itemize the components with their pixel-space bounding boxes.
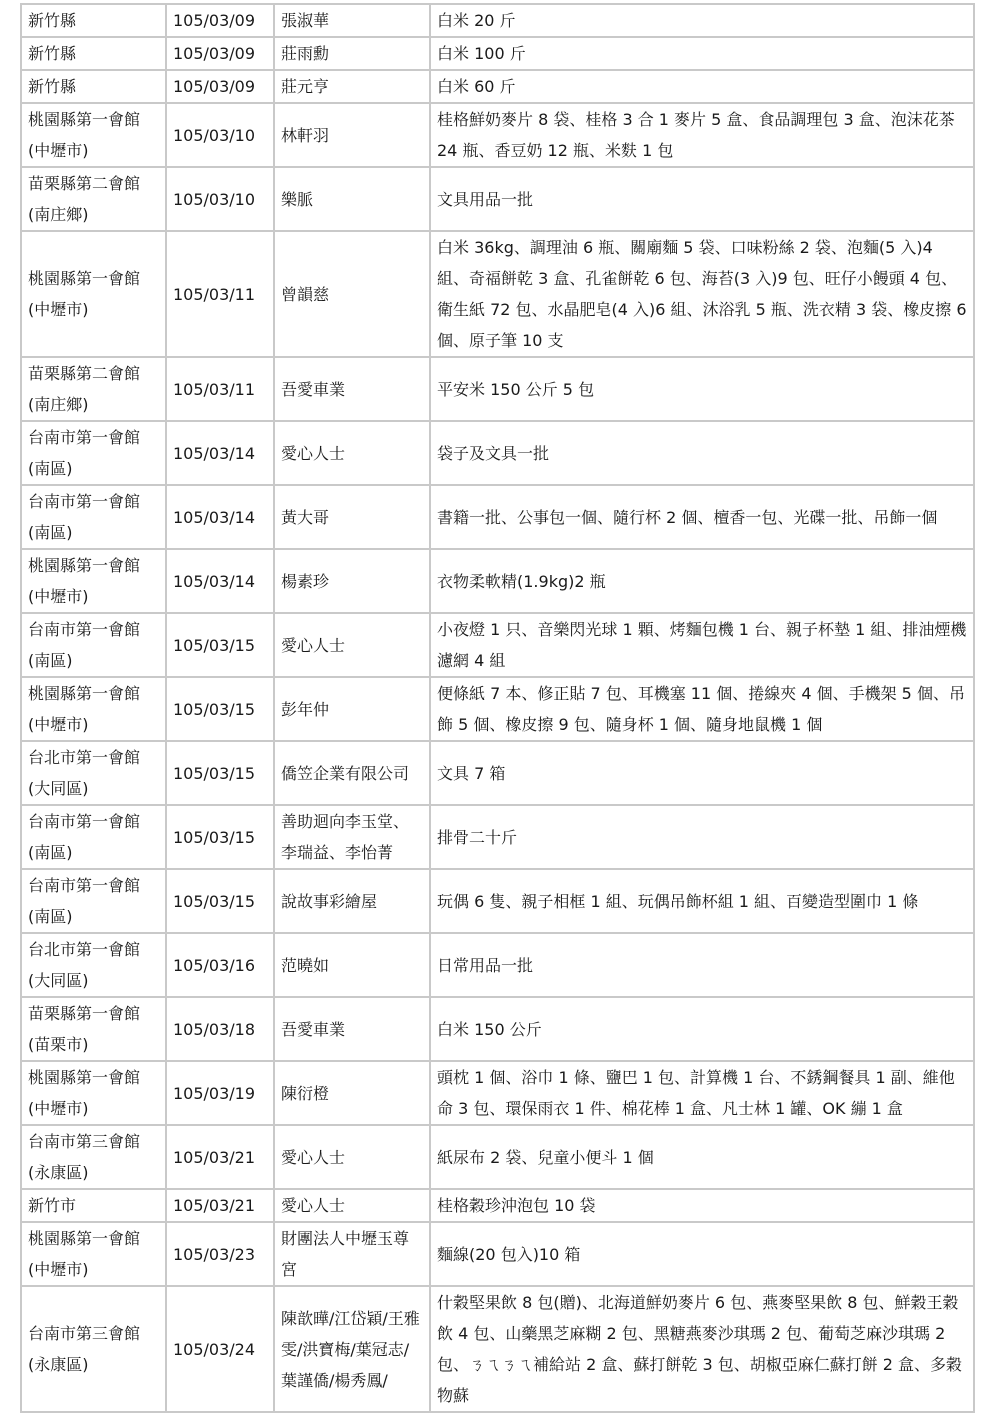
location-line: (中壢市) xyxy=(28,141,89,160)
table-row xyxy=(21,1189,974,1222)
donor-cell: 陳歆曄/江岱穎/王雅雯/洪寶梅/葉冠志/葉謹僑/楊秀鳳/ xyxy=(274,1286,430,1412)
location-line: (永康區) xyxy=(28,1355,89,1374)
donor-cell: 樂脈 xyxy=(274,167,430,231)
location-line: 台北市第一會館 xyxy=(28,748,141,767)
location-line: (中壢市) xyxy=(28,300,89,319)
location-line: 桃園縣第一會館 xyxy=(28,1068,141,1087)
table-row xyxy=(21,1061,974,1125)
table-row xyxy=(21,70,974,103)
table-row xyxy=(21,805,974,869)
location-line: (大同區) xyxy=(28,971,89,990)
date-cell: 105/03/14 xyxy=(166,549,274,613)
location-line: 台南市第一會館 xyxy=(28,812,141,831)
date-cell: 105/03/21 xyxy=(166,1125,274,1189)
table-row xyxy=(21,869,974,933)
items-text: 書籍一批、公事包一個、隨行杯 2 個、檀香一包、光碟一批、吊飾一個 xyxy=(437,507,938,527)
items-text: 袋子及文具一批 xyxy=(437,443,550,463)
location-cell xyxy=(21,357,166,421)
date-cell: 105/03/23 xyxy=(166,1222,274,1286)
location-line: 台南市第一會館 xyxy=(28,620,141,639)
items-cell xyxy=(430,167,974,231)
donor-cell: 善助迴向李玉堂、李瑞益、李怡菁 xyxy=(274,805,430,869)
donor-cell: 吾愛車業 xyxy=(274,997,430,1061)
items-text: 白米 36kg、調理油 6 瓶、關廟麵 5 袋、口味粉絲 2 袋、泡麵(5 入)4 組、奇福餅乾 3 盒、孔雀餅乾 6 包、海苔(3 入)9 包、旺仔小饅頭 4 包、衛生紙 72 包、水晶肥皂(4 入)6 組、沐浴乳 5 瓶、洗衣精 3 袋、橡皮擦 6 個、原子筆 10 支 xyxy=(437,238,967,350)
items-text: 頭枕 1 個、浴巾 1 條、鹽巴 1 包、計算機 1 台、不銹鋼餐具 1 副、維他命 3 包、環保雨衣 1 件、棉花棒 1 盒、凡士林 1 罐、OK 繃 1 盒 xyxy=(437,1068,955,1118)
donor-cell: 愛心人士 xyxy=(274,421,430,485)
items-cell xyxy=(430,485,974,549)
location-line: 台南市第一會館 xyxy=(28,876,141,895)
items-text: 白米 60 斤 xyxy=(437,77,516,96)
location-cell xyxy=(21,869,166,933)
items-cell xyxy=(430,1286,974,1412)
items-text: 文具用品一批 xyxy=(437,189,534,209)
table-row xyxy=(21,4,974,37)
location-line: (苗栗市) xyxy=(28,1035,89,1054)
donor-cell: 吾愛車業 xyxy=(274,357,430,421)
location-cell xyxy=(21,1286,166,1412)
location-cell xyxy=(21,70,166,103)
table-row xyxy=(21,167,974,231)
date-cell: 105/03/09 xyxy=(166,70,274,103)
donor-cell: 林軒羽 xyxy=(274,103,430,167)
items-cell xyxy=(430,1189,974,1222)
items-cell xyxy=(430,549,974,613)
donor-cell: 曾韻慈 xyxy=(274,231,430,357)
donor-cell: 范曉如 xyxy=(274,933,430,997)
location-line: (南區) xyxy=(28,651,73,670)
location-cell xyxy=(21,677,166,741)
location-cell xyxy=(21,741,166,805)
items-cell xyxy=(430,613,974,677)
items-cell xyxy=(430,357,974,421)
date-cell: 105/03/16 xyxy=(166,933,274,997)
items-text: 平安米 150 公斤 5 包 xyxy=(437,379,595,399)
donor-cell: 說故事彩繪屋 xyxy=(274,869,430,933)
items-cell xyxy=(430,231,974,357)
date-cell: 105/03/19 xyxy=(166,1061,274,1125)
date-cell: 105/03/21 xyxy=(166,1189,274,1222)
items-cell xyxy=(430,1222,974,1286)
location-line: 新竹縣 xyxy=(28,44,77,63)
location-cell xyxy=(21,1189,166,1222)
location-line: (南區) xyxy=(28,523,73,542)
items-text: 紙尿布 2 袋、兒童小便斗 1 個 xyxy=(437,1147,654,1167)
date-cell: 105/03/15 xyxy=(166,805,274,869)
items-text: 小夜燈 1 只、音樂閃光球 1 顆、烤麵包機 1 台、親子杯墊 1 組、排油煙機濾網 4 組 xyxy=(437,620,967,670)
table-row xyxy=(21,1125,974,1189)
date-cell: 105/03/10 xyxy=(166,103,274,167)
location-line: 台南市第一會館 xyxy=(28,492,141,511)
table-row xyxy=(21,37,974,70)
items-cell xyxy=(430,933,974,997)
table-row xyxy=(21,549,974,613)
donor-cell: 莊元亨 xyxy=(274,70,430,103)
donor-cell: 愛心人士 xyxy=(274,1125,430,1189)
location-line: 桃園縣第一會館 xyxy=(28,269,141,288)
items-cell xyxy=(430,997,974,1061)
items-text: 便條紙 7 本、修正貼 7 包、耳機塞 11 個、捲線夾 4 個、手機架 5 個、吊飾 5 個、橡皮擦 9 包、隨身杯 1 個、隨身地鼠機 1 個 xyxy=(437,684,965,734)
location-line: 台南市第三會館 xyxy=(28,1132,141,1151)
location-line: (中壢市) xyxy=(28,587,89,606)
donor-cell: 莊雨勳 xyxy=(274,37,430,70)
donor-cell: 愛心人士 xyxy=(274,613,430,677)
items-text: 桂格穀珍沖泡包 10 袋 xyxy=(437,1196,596,1215)
date-cell: 105/03/14 xyxy=(166,485,274,549)
items-cell xyxy=(430,70,974,103)
location-cell xyxy=(21,1222,166,1286)
items-cell xyxy=(430,741,974,805)
items-text: 桂格鮮奶麥片 8 袋、桂格 3 合 1 麥片 5 盒、食品調理包 3 盒、泡沫花茶 24 瓶、香豆奶 12 瓶、米麩 1 包 xyxy=(437,110,955,160)
donation-table xyxy=(20,3,975,1413)
items-text: 玩偶 6 隻、親子相框 1 組、玩偶吊飾杯組 1 組、百變造型圍巾 1 條 xyxy=(437,891,919,911)
location-line: 桃園縣第一會館 xyxy=(28,684,141,703)
date-cell: 105/03/11 xyxy=(166,357,274,421)
donor-cell: 彭年仲 xyxy=(274,677,430,741)
location-line: 新竹縣 xyxy=(28,11,77,30)
location-cell xyxy=(21,1125,166,1189)
location-line: 桃園縣第一會館 xyxy=(28,110,141,129)
location-line: 新竹市 xyxy=(28,1196,77,1215)
location-cell xyxy=(21,103,166,167)
location-cell xyxy=(21,37,166,70)
location-line: 台南市第一會館 xyxy=(28,428,141,447)
location-cell xyxy=(21,421,166,485)
location-line: 新竹縣 xyxy=(28,77,77,96)
date-cell: 105/03/14 xyxy=(166,421,274,485)
date-cell: 105/03/15 xyxy=(166,613,274,677)
donor-cell: 陳衍橙 xyxy=(274,1061,430,1125)
location-cell xyxy=(21,485,166,549)
location-line: (中壢市) xyxy=(28,715,89,734)
location-cell xyxy=(21,4,166,37)
items-text: 什穀堅果飲 8 包(贈)、北海道鮮奶麥片 6 包、燕麥堅果飲 8 包、鮮穀王穀飲 4 包、山藥黑芝麻糊 2 包、黑糖燕麥沙琪瑪 2 包、葡萄芝麻沙琪瑪 2 包、ㄋㄟㄋㄟ補給站 2 盒、蘇打餅乾 3 包、胡椒亞麻仁蘇打餅 2 盒、多穀物蘇 xyxy=(437,1293,963,1405)
items-text: 衣物柔軟精(1.9kg)2 瓶 xyxy=(437,571,606,591)
table-row xyxy=(21,933,974,997)
table-row xyxy=(21,997,974,1061)
items-text: 排骨二十斤 xyxy=(437,827,518,847)
location-line: 苗栗縣第二會館 xyxy=(28,174,141,193)
table-row xyxy=(21,231,974,357)
table-row xyxy=(21,1286,974,1412)
date-cell: 105/03/24 xyxy=(166,1286,274,1412)
location-line: 台北市第一會館 xyxy=(28,940,141,959)
items-text: 日常用品一批 xyxy=(437,955,534,975)
donor-cell: 僑笠企業有限公司 xyxy=(274,741,430,805)
location-cell xyxy=(21,997,166,1061)
items-text: 麵線(20 包入)10 箱 xyxy=(437,1244,581,1264)
location-cell xyxy=(21,933,166,997)
location-cell xyxy=(21,231,166,357)
date-cell: 105/03/09 xyxy=(166,37,274,70)
table-row xyxy=(21,741,974,805)
table-row xyxy=(21,485,974,549)
items-cell xyxy=(430,677,974,741)
location-cell xyxy=(21,1061,166,1125)
location-line: 台南市第三會館 xyxy=(28,1324,141,1343)
location-cell xyxy=(21,805,166,869)
items-text: 白米 20 斤 xyxy=(437,11,516,30)
items-cell xyxy=(430,37,974,70)
date-cell: 105/03/10 xyxy=(166,167,274,231)
items-cell xyxy=(430,1125,974,1189)
location-cell xyxy=(21,613,166,677)
items-text: 文具 7 箱 xyxy=(437,763,506,783)
donation-table-body xyxy=(21,4,974,1412)
date-cell: 105/03/11 xyxy=(166,231,274,357)
table-row xyxy=(21,357,974,421)
table-row xyxy=(21,677,974,741)
location-line: 苗栗縣第二會館 xyxy=(28,364,141,383)
table-row xyxy=(21,1222,974,1286)
location-line: 苗栗縣第一會館 xyxy=(28,1004,141,1023)
items-cell xyxy=(430,1061,974,1125)
items-cell xyxy=(430,869,974,933)
table-row xyxy=(21,103,974,167)
location-line: (南庄鄉) xyxy=(28,395,89,414)
location-line: (南庄鄉) xyxy=(28,205,89,224)
table-row xyxy=(21,613,974,677)
donor-cell: 財團法人中壢玉尊宮 xyxy=(274,1222,430,1286)
donor-cell: 黃大哥 xyxy=(274,485,430,549)
items-cell xyxy=(430,4,974,37)
items-cell xyxy=(430,421,974,485)
donor-cell: 愛心人士 xyxy=(274,1189,430,1222)
items-text: 白米 150 公斤 xyxy=(437,1019,542,1039)
location-cell xyxy=(21,167,166,231)
location-line: (中壢市) xyxy=(28,1260,89,1279)
items-cell xyxy=(430,103,974,167)
donor-cell: 楊素珍 xyxy=(274,549,430,613)
location-line: (中壢市) xyxy=(28,1099,89,1118)
date-cell: 105/03/15 xyxy=(166,741,274,805)
table-row xyxy=(21,421,974,485)
location-cell xyxy=(21,549,166,613)
items-text: 白米 100 斤 xyxy=(437,44,526,63)
items-cell xyxy=(430,805,974,869)
location-line: (大同區) xyxy=(28,779,89,798)
date-cell: 105/03/15 xyxy=(166,869,274,933)
location-line: (南區) xyxy=(28,459,73,478)
location-line: 桃園縣第一會館 xyxy=(28,1229,141,1248)
donor-cell: 張淑華 xyxy=(274,4,430,37)
location-line: (永康區) xyxy=(28,1163,89,1182)
date-cell: 105/03/15 xyxy=(166,677,274,741)
date-cell: 105/03/09 xyxy=(166,4,274,37)
location-line: (南區) xyxy=(28,907,73,926)
location-line: 桃園縣第一會館 xyxy=(28,556,141,575)
location-line: (南區) xyxy=(28,843,73,862)
date-cell: 105/03/18 xyxy=(166,997,274,1061)
